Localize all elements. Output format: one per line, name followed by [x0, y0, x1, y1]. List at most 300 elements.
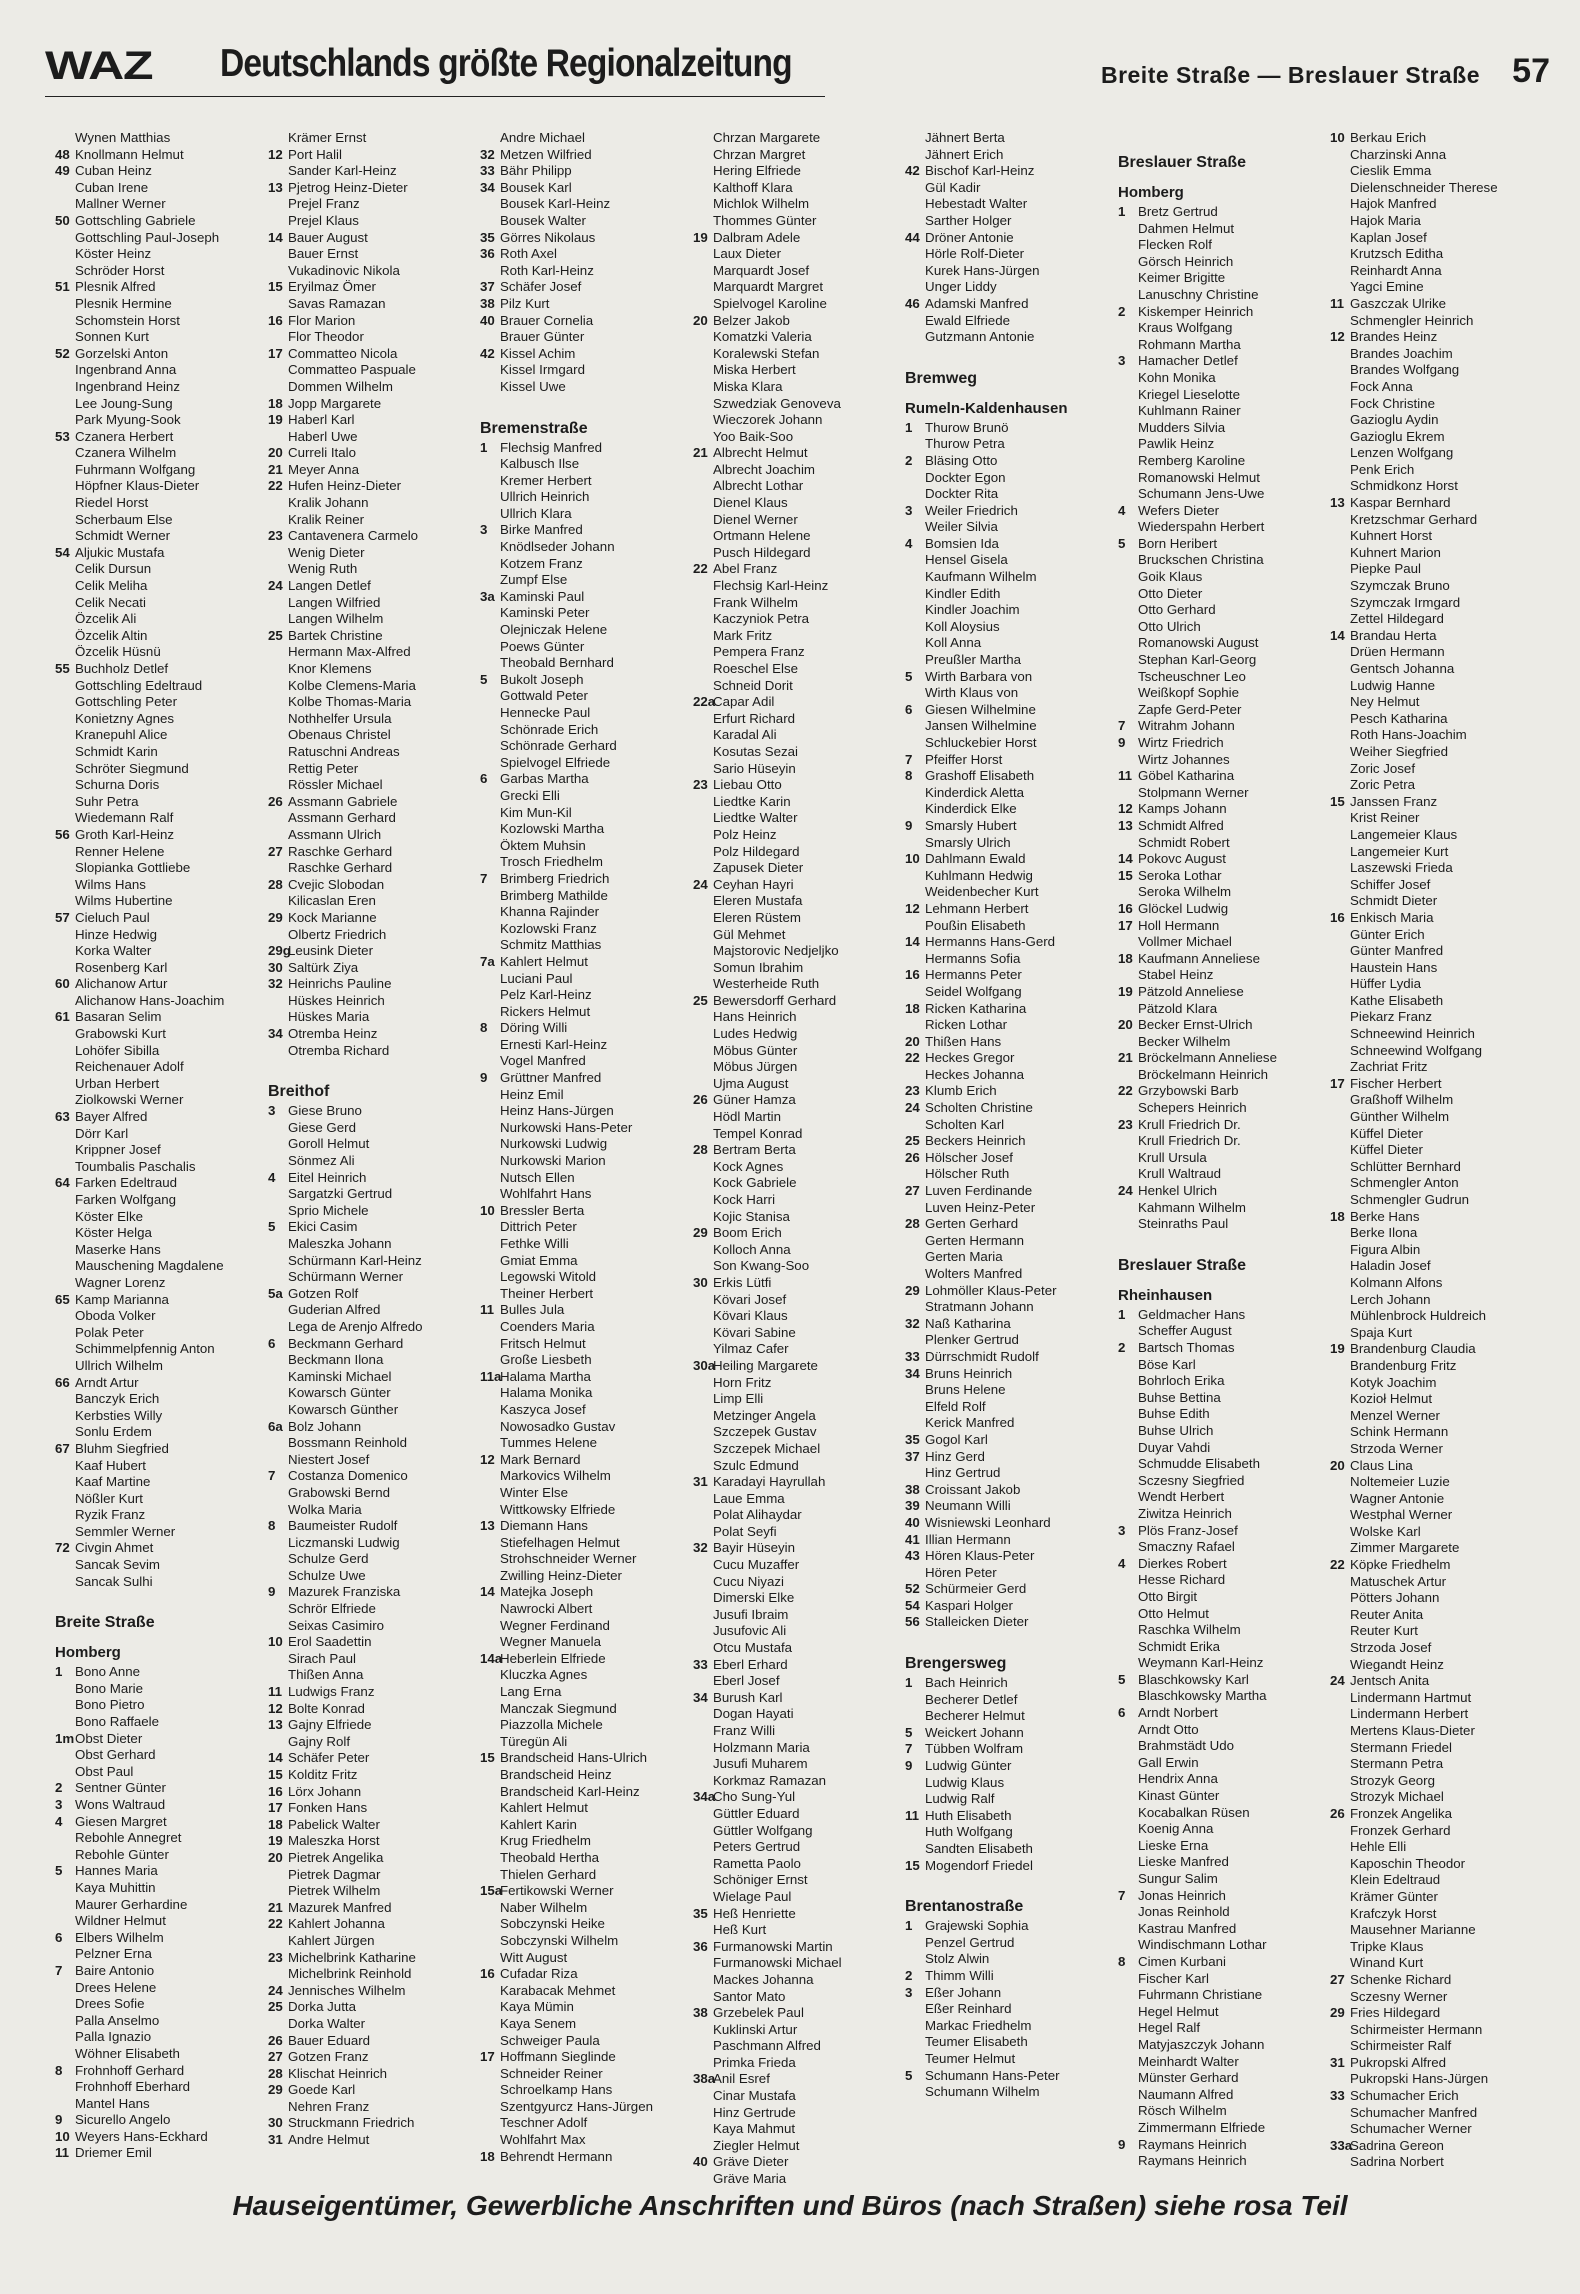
resident-entry — [1330, 2038, 1540, 2055]
resident-name: Tripke Klaus — [1350, 1938, 1424, 1954]
resident-entry — [905, 1200, 1115, 1217]
resident-name: Bolz Johann — [288, 1418, 362, 1434]
resident-entry — [55, 893, 265, 910]
resident-name: Henkel Ulrich — [1138, 1183, 1218, 1199]
resident-entry — [905, 436, 1115, 453]
resident-entry — [1330, 379, 1540, 396]
resident-entry — [55, 246, 265, 263]
resident-entry — [693, 578, 903, 595]
resident-entry — [268, 744, 478, 761]
resident-entry — [55, 329, 265, 346]
resident-entry — [268, 976, 478, 993]
house-number: 24 — [693, 876, 708, 892]
resident-name: Bartsch Thomas — [1138, 1340, 1235, 1355]
resident-entry — [693, 1972, 903, 1989]
resident-name: Polak Peter — [75, 1324, 144, 1340]
resident-name: Knollmann Helmut — [75, 146, 184, 162]
resident-name: Sirach Paul — [288, 1650, 356, 1666]
resident-entry — [693, 1391, 903, 1408]
resident-entry — [1330, 893, 1540, 910]
resident-name: Langen Wilfried — [288, 594, 381, 610]
resident-name: Lörx Johann — [288, 1783, 362, 1799]
resident-name: Rösch Wilhelm — [1138, 2103, 1227, 2119]
resident-entry — [1330, 1706, 1540, 1723]
resident-name: Smarsly Hubert — [925, 817, 1017, 833]
resident-entry — [480, 1485, 690, 1502]
resident-entry — [693, 1043, 903, 1060]
resident-name: Polz Hildegard — [713, 843, 800, 859]
resident-entry — [480, 473, 690, 490]
resident-name: Gottschling Gabriele — [75, 212, 196, 228]
house-number: 1 — [1118, 1306, 1126, 1322]
house-number: 12 — [905, 900, 920, 916]
resident-entry — [905, 1316, 1115, 1333]
house-number: 27 — [268, 843, 283, 859]
resident-entry — [1118, 1100, 1328, 1117]
resident-entry — [1330, 860, 1540, 877]
resident-name: Keimer Brigitte — [1138, 270, 1226, 286]
resident-entry — [55, 1863, 265, 1880]
resident-name: Roeschel Else — [713, 661, 798, 676]
resident-name: Chrzan Margret — [713, 146, 806, 162]
resident-name: Wynen Matthias — [75, 130, 171, 145]
resident-name: Zimmermann Elfriede — [1138, 2119, 1266, 2135]
resident-name: Schenke Richard — [1350, 1971, 1452, 1987]
resident-entry — [55, 1930, 265, 1947]
house-number: 18 — [1330, 1208, 1345, 1224]
house-number: 23 — [1118, 1116, 1133, 1132]
resident-entry — [480, 589, 690, 606]
resident-entry — [905, 1598, 1115, 1615]
resident-name: Oboda Volker — [75, 1308, 156, 1324]
resident-entry — [905, 420, 1115, 437]
resident-entry — [55, 2096, 265, 2113]
resident-entry — [1118, 1183, 1328, 1200]
resident-name: Cimen Kurbani — [1138, 1953, 1226, 1969]
resident-entry — [1330, 362, 1540, 379]
resident-entry — [1330, 1640, 1540, 1657]
resident-entry — [480, 871, 690, 888]
resident-entry — [268, 1950, 478, 1967]
house-number: 14 — [905, 934, 920, 950]
resident-name: Slopianka Gottliebe — [75, 860, 191, 876]
resident-entry — [1118, 519, 1328, 536]
resident-entry — [268, 230, 478, 247]
resident-name: Zwilling Heinz-Dieter — [500, 1567, 622, 1583]
resident-entry — [480, 1004, 690, 1021]
resident-entry — [1118, 1067, 1328, 1084]
resident-entry — [1330, 2154, 1540, 2171]
resident-name: Cieslik Emma — [1350, 163, 1432, 179]
house-number: 6a — [268, 1418, 283, 1434]
resident-name: Kotzem Franz — [500, 555, 583, 571]
resident-name: Ullrich Klara — [500, 505, 572, 521]
resident-name: Kozlowski Franz — [500, 920, 597, 936]
resident-entry — [55, 213, 265, 230]
resident-entry — [1330, 213, 1540, 230]
resident-entry — [480, 1717, 690, 1734]
resident-entry — [1118, 320, 1328, 337]
house-number: 5 — [905, 1724, 913, 1740]
resident-name: Dockter Egon — [925, 469, 1006, 485]
resident-entry — [268, 611, 478, 628]
resident-name: Fertikowski Werner — [500, 1883, 614, 1899]
resident-entry — [693, 296, 903, 313]
resident-name: Kuhnert Horst — [1350, 528, 1433, 544]
resident-entry — [480, 1419, 690, 1436]
resident-entry — [268, 1518, 478, 1535]
resident-entry — [1118, 1373, 1328, 1390]
resident-entry — [55, 147, 265, 164]
resident-entry — [268, 246, 478, 263]
resident-name: Langen Detlef — [288, 578, 371, 594]
resident-entry — [905, 1216, 1115, 1233]
resident-entry — [1118, 752, 1328, 769]
resident-entry — [268, 313, 478, 330]
resident-entry — [905, 503, 1115, 520]
resident-name: Türegün Ali — [500, 1733, 568, 1749]
resident-entry — [480, 279, 690, 296]
house-number: 30a — [693, 1357, 716, 1373]
street-heading: Bremweg — [905, 369, 978, 387]
resident-name: Blaschkowsky Karl — [1138, 1671, 1249, 1687]
resident-entry — [693, 279, 903, 296]
resident-name: Gottschling Edeltraud — [75, 677, 203, 693]
resident-name: Bröckelmann Heinrich — [1138, 1066, 1269, 1082]
resident-name: Bossmann Reinhold — [288, 1435, 408, 1451]
resident-entry — [480, 1568, 690, 1585]
house-number: 29 — [268, 909, 283, 925]
resident-name: Blaschkowsky Martha — [1138, 1688, 1267, 1704]
resident-entry — [55, 512, 265, 529]
resident-entry — [55, 1980, 265, 1997]
resident-entry — [55, 1897, 265, 1914]
resident-entry — [55, 1043, 265, 1060]
resident-entry — [1330, 694, 1540, 711]
resident-name: Otremba Heinz — [288, 1026, 378, 1042]
house-number: 6 — [905, 701, 913, 717]
resident-entry — [1330, 1590, 1540, 1607]
resident-entry — [1330, 960, 1540, 977]
resident-name: Heckes Johanna — [925, 1066, 1025, 1082]
resident-entry — [480, 1269, 690, 1286]
resident-entry — [1118, 1200, 1328, 1217]
resident-name: Köster Elke — [75, 1208, 143, 1224]
resident-name: Weidenbecher Kurt — [925, 884, 1039, 900]
resident-entry — [1330, 1623, 1540, 1640]
resident-name: Yagci Emine — [1350, 279, 1424, 295]
resident-entry — [693, 1009, 903, 1026]
resident-entry — [480, 2016, 690, 2033]
resident-entry — [55, 810, 265, 827]
resident-entry — [480, 1767, 690, 1784]
resident-name: Güttler Eduard — [713, 1805, 800, 1821]
resident-name: Curreli Italo — [288, 445, 356, 461]
resident-entry — [268, 445, 478, 462]
resident-name: Pätzold Klara — [1138, 1000, 1218, 1016]
district-heading: Rheinhausen — [1118, 1286, 1213, 1304]
resident-entry — [55, 927, 265, 944]
newspaper-tagline: Deutschlands größte Regionalzeitung — [220, 42, 792, 85]
resident-name: Kinast Günter — [1138, 1788, 1220, 1804]
house-number: 19 — [268, 412, 283, 428]
resident-entry — [55, 478, 265, 495]
house-number: 8 — [905, 768, 913, 784]
resident-entry — [905, 835, 1115, 852]
resident-entry — [268, 296, 478, 313]
resident-name: Seroka Lothar — [1138, 867, 1222, 883]
resident-name: Jusufi Muharem — [713, 1756, 808, 1772]
house-number: 34a — [693, 1789, 716, 1805]
resident-name: Nawrocki Albert — [500, 1601, 593, 1617]
house-number: 34 — [268, 1026, 283, 1042]
resident-name: Kissel Irmgard — [500, 362, 585, 378]
resident-name: Birke Manfred — [500, 522, 583, 538]
house-number: 21 — [693, 445, 708, 461]
resident-entry — [1330, 1607, 1540, 1624]
resident-entry — [480, 296, 690, 313]
resident-name: Kaminski Peter — [500, 605, 590, 621]
house-number: 26 — [905, 1149, 920, 1165]
resident-name: Gottwald Peter — [500, 688, 588, 704]
resident-entry — [905, 1918, 1115, 1935]
house-number: 12 — [268, 146, 283, 162]
house-number: 15 — [1330, 793, 1345, 809]
resident-entry — [268, 1419, 478, 1436]
resident-name: Kaya Mümin — [500, 1999, 574, 2015]
resident-name: Lindermann Hartmut — [1350, 1689, 1472, 1705]
resident-entry — [55, 877, 265, 894]
house-number: 7 — [905, 751, 913, 767]
resident-entry — [480, 605, 690, 622]
resident-name: Krug Friedhelm — [500, 1833, 591, 1849]
resident-entry — [480, 379, 690, 396]
resident-name: Piekarz Franz — [1350, 1009, 1433, 1025]
resident-name: Laux Dieter — [713, 246, 781, 262]
resident-name: Drees Helene — [75, 1979, 157, 1995]
resident-name: Pfeiffer Horst — [925, 751, 1003, 767]
resident-entry — [480, 572, 690, 589]
resident-entry — [1330, 611, 1540, 628]
house-number: 31 — [1330, 2054, 1345, 2070]
house-number: 13 — [1118, 817, 1133, 833]
resident-name: Thißen Anna — [288, 1667, 364, 1683]
resident-name: Kolbe Clemens-Maria — [288, 677, 416, 693]
resident-entry — [268, 412, 478, 429]
resident-entry — [905, 1532, 1115, 1549]
resident-entry — [268, 1269, 478, 1286]
resident-name: Schomstein Horst — [75, 312, 180, 328]
resident-entry — [480, 1833, 690, 1850]
resident-name: Kaczyniok Petra — [713, 611, 810, 627]
resident-entry — [268, 1336, 478, 1353]
resident-name: Ekici Casim — [288, 1219, 358, 1235]
resident-name: Jonas Reinhold — [1138, 1904, 1230, 1920]
house-number: 4 — [268, 1169, 276, 1185]
resident-name: Wons Waltraud — [75, 1797, 166, 1812]
resident-entry — [905, 1482, 1115, 1499]
resident-entry — [905, 569, 1115, 586]
resident-entry — [55, 1325, 265, 1342]
resident-entry — [693, 412, 903, 429]
resident-name: Buchholz Detlef — [75, 661, 169, 676]
resident-entry — [693, 263, 903, 280]
resident-name: Lega de Arenjo Alfredo — [288, 1318, 423, 1334]
resident-name: Ludwig Klaus — [925, 1774, 1005, 1790]
resident-name: Pukropski Hans-Jürgen — [1350, 2071, 1489, 2087]
resident-name: Krippner Josef — [75, 1142, 161, 1158]
resident-name: Ziolkowski Werner — [75, 1092, 184, 1108]
resident-entry — [1118, 884, 1328, 901]
house-number: 38 — [693, 2005, 708, 2021]
resident-entry — [693, 1839, 903, 1856]
house-number: 22a — [693, 694, 716, 710]
resident-entry — [1330, 1275, 1540, 1292]
resident-name: Limp Elli — [713, 1391, 764, 1407]
resident-name: Hebestadt Walter — [925, 196, 1028, 212]
resident-entry — [480, 788, 690, 805]
resident-entry — [693, 1142, 903, 1159]
resident-name: Nehren Franz — [288, 2098, 370, 2114]
resident-entry — [55, 346, 265, 363]
resident-name: Kindler Edith — [925, 585, 1001, 601]
resident-entry — [693, 1159, 903, 1176]
resident-entry — [1330, 1839, 1540, 1856]
resident-entry — [905, 1067, 1115, 1084]
house-number: 19 — [1330, 1341, 1345, 1357]
resident-entry — [1330, 1375, 1540, 1392]
resident-entry — [905, 1985, 1115, 2002]
resident-entry — [693, 960, 903, 977]
resident-entry — [268, 528, 478, 545]
resident-name: Polat Alihaydar — [713, 1507, 802, 1523]
resident-name: Obenaus Christel — [288, 727, 391, 743]
resident-entry — [480, 1800, 690, 1817]
resident-name: Kralik Johann — [288, 495, 369, 511]
resident-name: Raschka Wilhelm — [1138, 1622, 1241, 1638]
resident-entry — [693, 1192, 903, 1209]
resident-name: Otto Ulrich — [1138, 618, 1201, 634]
resident-entry — [1330, 1690, 1540, 1707]
resident-name: Kocabalkan Rüsen — [1138, 1804, 1250, 1820]
resident-name: Heinz Hans-Jürgen — [500, 1103, 614, 1119]
house-number: 52 — [905, 1581, 920, 1597]
resident-name: Krull Ursula — [1138, 1149, 1207, 1165]
resident-name: Matejka Joseph — [500, 1584, 594, 1600]
resident-entry — [1330, 1308, 1540, 1325]
resident-entry — [1330, 1524, 1540, 1541]
resident-name: Urban Herbert — [75, 1075, 160, 1091]
resident-name: Drees Sofie — [75, 1996, 145, 2012]
resident-name: Karabacak Mehmet — [500, 1982, 616, 1998]
resident-entry — [268, 1717, 478, 1734]
resident-name: Özcelik Altin — [75, 627, 148, 643]
resident-name: Giesen Margret — [75, 1813, 167, 1829]
resident-name: Nothhelfer Ursula — [288, 710, 392, 726]
resident-name: Buhse Bettina — [1138, 1389, 1221, 1405]
house-number: 1m — [55, 1730, 75, 1746]
resident-name: Zoric Josef — [1350, 760, 1416, 776]
house-number: 5 — [905, 668, 913, 684]
resident-name: Hoffmann Sieglinde — [500, 2049, 616, 2065]
resident-name: Sonnen Kurt — [75, 329, 149, 345]
resident-entry — [55, 313, 265, 330]
resident-name: Luciani Paul — [500, 970, 573, 986]
resident-name: Özcelik Ali — [75, 611, 137, 627]
resident-name: Franz Willi — [713, 1723, 776, 1738]
resident-entry — [1330, 163, 1540, 180]
resident-name: Gerten Hermann — [925, 1232, 1025, 1248]
resident-name: Hufen Heinz-Dieter — [288, 478, 402, 494]
resident-entry — [905, 1515, 1115, 1532]
resident-entry — [1330, 1806, 1540, 1823]
resident-name: Hören Peter — [925, 1564, 997, 1580]
resident-entry — [1330, 976, 1540, 993]
resident-entry — [1118, 918, 1328, 935]
resident-entry — [693, 2038, 903, 2055]
resident-entry — [55, 1731, 265, 1748]
resident-name: Stermann Petra — [1350, 1756, 1444, 1772]
house-number: 26 — [268, 793, 283, 809]
resident-entry — [1330, 180, 1540, 197]
resident-entry — [55, 943, 265, 960]
house-number: 14a — [480, 1650, 503, 1666]
resident-entry — [55, 1830, 265, 1847]
resident-name: Kaszyca Josef — [500, 1401, 586, 1417]
resident-name: Kaaf Hubert — [75, 1457, 146, 1473]
resident-entry — [693, 893, 903, 910]
house-number: 32 — [693, 1540, 708, 1556]
resident-name: Kamps Johann — [1138, 801, 1227, 817]
resident-entry — [693, 163, 903, 180]
resident-entry — [268, 910, 478, 927]
resident-entry — [1118, 436, 1328, 453]
resident-name: Maurer Gerhardine — [75, 1896, 188, 1912]
resident-name: Trosch Friedhelm — [500, 854, 603, 870]
house-number: 22 — [1330, 1557, 1345, 1573]
resident-name: Dimerski Elke — [713, 1590, 795, 1606]
resident-name: Nutsch Ellen — [500, 1169, 575, 1185]
resident-name: Croissant Jakob — [925, 1481, 1021, 1497]
resident-name: Cieluch Paul — [75, 909, 150, 925]
resident-name: Czanera Wilhelm — [75, 445, 177, 461]
resident-entry — [55, 1557, 265, 1574]
resident-name: Schlütter Bernhard — [1350, 1158, 1461, 1174]
resident-entry — [693, 1175, 903, 1192]
resident-name: Westphal Werner — [1350, 1507, 1453, 1523]
resident-entry — [693, 495, 903, 512]
resident-entry — [480, 506, 690, 523]
resident-name: Suhr Petra — [75, 793, 139, 809]
resident-name: Kremer Herbert — [500, 472, 592, 488]
resident-entry — [1330, 1756, 1540, 1773]
resident-entry — [480, 755, 690, 772]
resident-entry — [55, 1747, 265, 1764]
resident-name: Lanuschny Christine — [1138, 286, 1259, 302]
resident-name: Schmengler Anton — [1350, 1175, 1459, 1191]
resident-entry — [268, 1833, 478, 1850]
resident-name: Figura Albin — [1350, 1241, 1421, 1257]
resident-entry — [1330, 678, 1540, 695]
resident-name: Nurkowski Marion — [500, 1153, 606, 1169]
house-number: 8 — [1118, 1953, 1126, 1969]
resident-entry — [1118, 536, 1328, 553]
resident-entry — [480, 1850, 690, 1867]
resident-entry — [55, 1026, 265, 1043]
resident-entry — [1118, 1937, 1328, 1954]
resident-entry — [1118, 1639, 1328, 1656]
resident-name: Schmengler Heinrich — [1350, 312, 1474, 328]
